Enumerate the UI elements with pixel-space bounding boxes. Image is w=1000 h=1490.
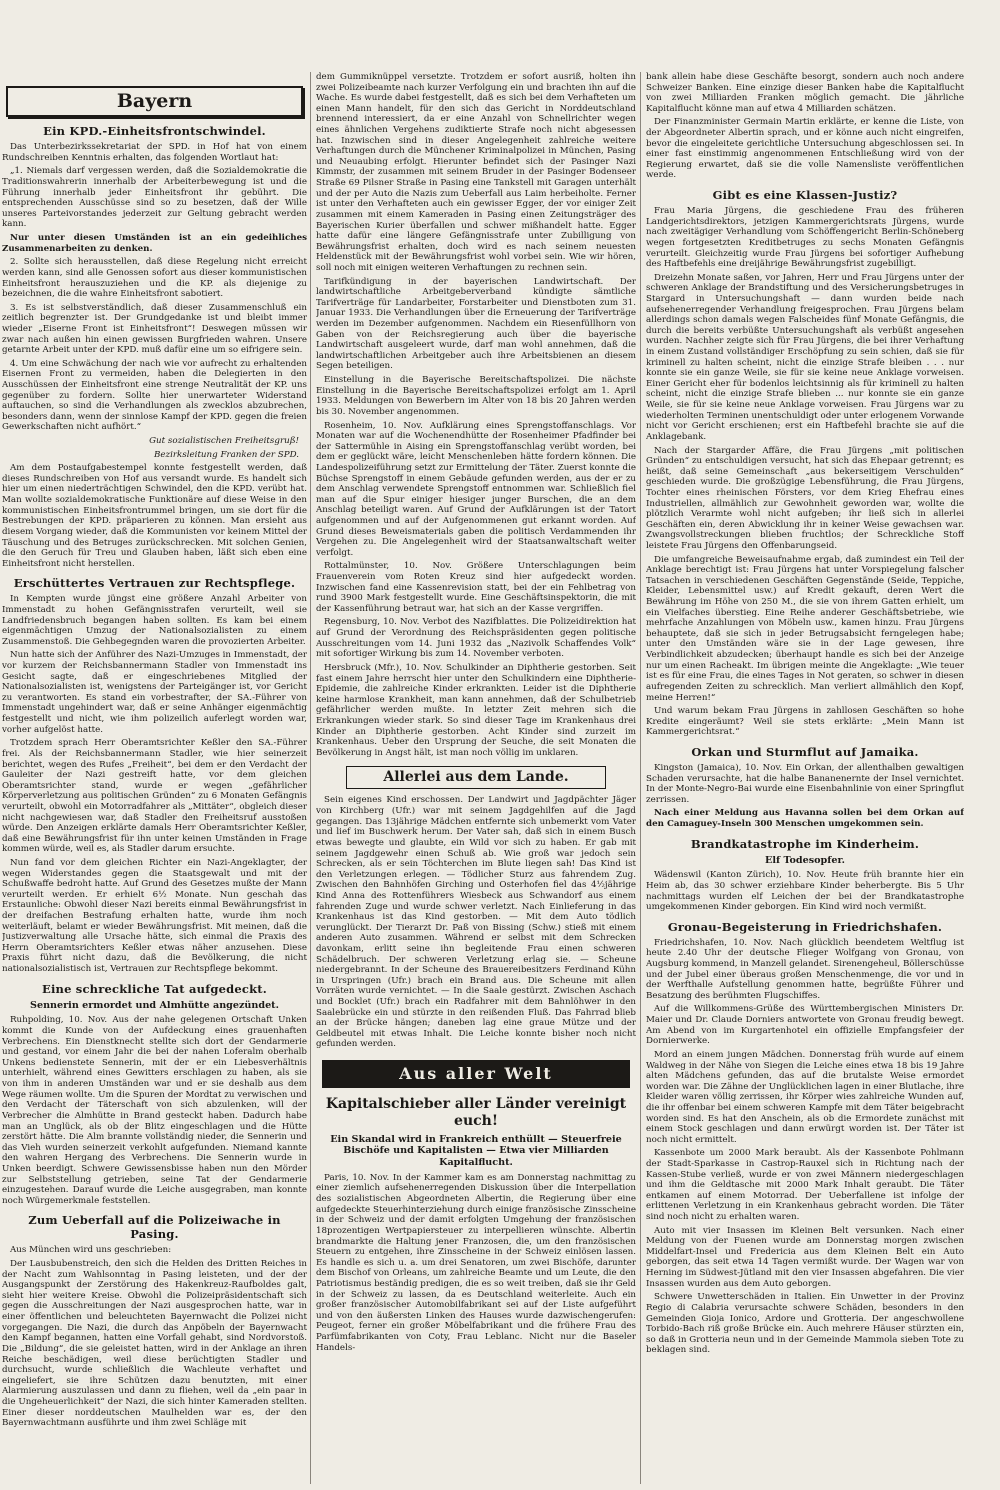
- column-1: [2, 72, 307, 1484]
- tat-p1: Ruhpolding, 10. Nov. Aus der nahe gelegenen Ortschaft Unken kommt die Kunde von der Aufdeckung eines grauenhaften Verbrechens. Ein Dienstknecht stellte sich dort der Gendarmerie und gestand, vor einem Jahr die bei der nahen Loferalm oberhalb Unkens bedienstete Sennerin, mit der er ein Liebesverhältnis unterhielt, während eines Gewitters erschlagen zu haben, als sie von ihm in anderen Umständen war und er sie deshalb aus dem Wege räumen wollte. Um die Spuren der Mordtat zu verwischen und den Verdacht der Täterschaft von sich abzulenken, will der Verbrecher die Almhütte in Brand gesteckt haben. Dadurch habe man an Unglück, als ob der Blitz eingeschlagen und die Hütte zerstört hätte. Die Alm brannte vollständig nieder, die Sennerin und das Vieh wurden seinerzeit verkohlt aufgefunden. Niemand kannte den wahren Hergang des Verbrechens. Die Sennerin wurde in Unken beerdigt. Schwere Gewissensbisse haben nun den Mörder zur Selbststellung getrieben, seine Tat der Gendarmerie einzugestehen. Darauf wurde die Leiche ausgegraben, man konnte noch Würgemerkmale feststellen.: [2, 1015, 307, 1206]
- recht-p2: Nun hatte sich der Anführer des Nazi-Umzuges in Immenstadt, der vor kurzem der Reichsbannermann Stadler von Immenstadt ins Gesicht sagte, daß er eingeschriebenes Mitglied der Nationalsozialisten ist, wenigstens der Parteigänger ist, vor Gericht zu verantworten. Es stand ein vorbestrafter, der SA.-Führer von Immenstadt ungehindert war, daß er seine Anhänger eigenmächtig festgestellt und nicht, wie ihm polizeilich auferlegt worden war, vorher aufgelöst hatte.: [2, 650, 307, 735]
- auto-item: Auto mit vier Insassen im Kleinen Belt versunken. Nach einer Meldung von der Fuenen wurde am Donnerstag morgen zwischen Middelfart-Insel und Fredericia aus dem Kleinen Belt ein Auto geborgen, das seit etwa 14 Tagen vermißt wurde. Der Wagen war von Herning im Südwest-Jütland mit den vier Insassen abgefahren. Die vier Insassen wurden aus dem Auto geborgen.: [646, 1225, 964, 1289]
- pasing-p2: Der Lausbubenstreich, den sich die Helden des Dritten Reiches in der Nacht zum Wahlsonntag in Pasing leisteten, und der der Ausgangspunkt der Zerstörung des Hakenkreuz-Raufboldes galt, sieht hier weitere Kreise. Obwohl die Polizeipräsidentschaft sich gegen die Ausschreitungen der Nazi ausgesprochen hatte, war in einer öffentlichen und beleuchteten Bayernwacht die Polizei nicht vorgegangen. Die Nazi, die durch das Anpöbeln der Bayernwacht den Kampf begannen, hatten eine Vorfall gehabt, sind Nordvorstoß. Die „Bildung“, die sie geleistet hatten, wird in der Anklage an ihren Reiche beschädigen, weil diese berüchtigten Stadler und durchsucht, wurde schließlich die Wachleute verhaftet und eingeliefert, sie ihre Schützen dazu benutzten, mit einer Alarmierung auszulassen und dann zu fliehen, weil da „ein paar in die Ungeheuerlichkeit“ der Nazi, die sich hinter Kameraden stellten. Einer dieser norddeutschen Maulhelden war es, der den Bayernwachtmann ausführte und ihm zwei Schläge mit: [2, 1259, 307, 1429]
- section-title-allerlei: Allerlei aus dem Lande.: [346, 766, 606, 789]
- pasing-p1: Aus München wird uns geschrieben:: [10, 1245, 172, 1256]
- column-3: [646, 72, 964, 1484]
- column-rule-2: [640, 72, 641, 1484]
- kassen-item: Kassenbote um 2000 Mark beraubt. Als der Kassenbote Pohlmann der Stadt-Sparkasse in Castrop-Rauxel sich in Richtung nach der Kassen-Stube verließ, wurde er von zwei Männern niedergeschlagen und ihm die Geldtasche mit 2000 Mark Inhalt geraubt. Die Täter entkamen auf einem Motorrad. Der Ueberfallene ist infolge der erlittenen Verletzung in ein Krankenhaus gebracht worden. Die Täter sind noch nicht zu erhalten waren.: [646, 1148, 964, 1223]
- section-title-bayern: Bayern: [6, 86, 303, 117]
- pasing-continued: dem Gummiknüppel versetzte. Trotzdem er sofort ausriß, holten ihn zwei Polizeibeamte nach kurzer Verfolgung ein und brachten ihn auf die Wache. Es wurde dabei festgestellt, daß es sich bei dem Verhafteten um einen Mann handelt, für den sich das Gericht in Norddeutschland brennend interessiert, da er eine Anzahl von Schnellrichter wegen eines ähnlichen Vergehens zudiktierte Strafe noch nicht abgesessen hat. Inzwischen sind in dieser Angelegenheit zahlreiche weitere Verhaftungen durch die Münchener Kriminalpolizei in München, Pasing und Neuaubing erfolgt. Hierunter befindet sich der Pasinger Nazi Kimmstr, der zusammen mit seinem Bruder in der Pasinger Bodenseer Straße 69 Pilsner Straße in Pasing eine Tankstell mit Garagen unterhält und der per Auto die Nazis zum Ueberfall aus Laim herbeiholte. Ferner ist unter den Verhafteten auch ein gewisser Egger, der vor einiger Zeit zusammen mit einem Kameraden in Pasing einen Zeitungsträger des Bayerischen Kurier überfallen und schwer mißhandelt hatte. Egger hatte dafür eine längere Gefängnisstrafe unter Zubilligung von Bewährungsfrist erhalten, doch wird es nach seinem neuesten Heldenstück mit der Bewährungsfrist wohl vorbei sein. Wie wir hören, soll noch mit einigen weiteren Verhaftungen zu rechnen sein.: [316, 72, 636, 273]
- recht-p3: Trotzdem sprach Herr Oberamtsrichter Keßler den SA.-Führer frei. Als der Reichsbannermann Stadler, wie hier seinerzeit berichtet, wegen des Rufes „Freiheit“, bei dem er den Verdacht der Gauleiter der Nazi gestreift hatte, vor dem gleichen Oberamtsrichter stand, wurde er wegen „gefährlicher Körperverletzung aus politischen Gründen“ zu 6 Monaten Gefängnis verurteilt, obwohl ein Motorradfahrer als „Mittäter“, obgleich dieser nicht nachgewiesen war, daß Stadler den Freiheitsruf ausstoßen würde. Den Anzeigen erklärte damals Herr Oberamtsrichter Keßler, daß eine Bewährungsfrist für ihn unter keinen Umständen in Frage kommen würde, weil es, als Stadler darum ersuchte.: [2, 738, 307, 855]
- brand-text: Wädenswil (Kanton Zürich), 10. Nov. Heute früh brannte hier ein Heim ab, das 30 schwer erziehbare Kinder beherbergte. Bis 5 Uhr nachmittags wurden elf Leichen der bei der Brandkatastrophe umgekommenen Kinder geborgen. Ein Kind wird noch vermißt.: [646, 870, 964, 913]
- allerlei-text: Sein eigenes Kind erschossen. Der Landwirt und Jagdpächter Jäger von Kirchberg (Ufr.) war mit seinem Jagdgehilfen auf die Jagd gegangen. Das 13jährige Mädchen entfernte sich unbemerkt vom Vater und lief im Buschwerk herum. Der Vater sah, daß sich in einem Busch etwas bewegte und glaubte, ein Wild vor sich zu haben. Er gab mit seinem Jagdgewehr einen Schuß ab. Wie groß war jedoch sein Schrecken, als er sein Töchterchen im Blute liegen sah! Das Kind ist den Verletzungen erlegen. — Tödlicher Sturz aus fahrendem Zug. Zwischen den Bahnhöfen Girching und Osterhofen fiel das 4½jährige Kind Anna des Rottenführers Wiesbeck aus Schwandorf aus einem fahrenden Zuge und wurde schwer verletzt. Nach Einlieferung in das Krankenhaus ist das Kind gestorben. — Mit dem Auto tödlich verunglückt. Der Tierarzt Dr. Paß von Bissing (Schw.) stieß mit einem anderen Auto zusammen. Während er selbst mit dem Schrecken davonkam, erlitt seine ihn begleitende Frau einen schweren Schädelbruch. Der schweren Verletzung erlag sie. — Scheune niedergebrannt. In der Scheune des Brauereibesitzers Ferdinand Kühn in Urspringen (Ufr.) brach ein Brand aus. Die Scheune mit allen Vorräten wurde vernichtet. — In die Saale gestürzt. Zwischen Aschach und Bocklet (Ufr.) brach ein Radfahrer mit dem Bahnlöhwer in den Saalebrücke ein und stürzte in den reißenden Fluß. Das Fahrrad blieb an der Brücke hängen; daneben lag eine graue Mütze und der Geldbeutel mit etwas Inhalt. Die Leiche konnte bisher noch nicht gefunden werden.: [316, 795, 636, 1050]
- rosenheim-item: Rosenheim, 10. Nov. Aufklärung eines Sprengstoffanschlags. Vor Monaten war auf die Wochenendhütte der Rosenheimer Pfadfinder bei der Sattermühle in Aising ein Sprengstoffanschlag verübt worden, bei dem er geglückt wäre, leicht Menschenleben hätte fordern können. Die Landespolizeiführung setzt zur Ermittelung der Täter. Zuerst konnte die Büchse Sprengstoff in einem Gebäude gefunden werden, aus der er zu dem Anschlag verwendete Sprengstoff entnommen war. Schließlich fiel man auf die Spur einiger hiesiger junger Burschen, die an dem Anschlag beteiligt waren. Auf Grund der Aufklärungen ist der Tatort aufgenommen und auf der Aufgenommenen gut erkannt worden. Auf Grund dieses Beweismaterials gaben die politisch Verdammenden ihr Vergehen zu. Die Angelegenheit wird der Staatsanwaltschaft weiter verfolgt.: [316, 420, 636, 558]
- paris-continued-1: bank allein habe diese Geschäfte besorgt, sondern auch noch andere Schweizer Banken. Eine einzige dieser Banken habe die Kapitalflucht von zwei Milliarden Franken möglich gemacht. Die jährliche Kapitalflucht könne man auf etwa 4 Milliarden schätzen.: [646, 72, 964, 114]
- kpd-p3: Nur unter diesen Umständen ist an ein gedeihliches Zusammenarbeiten zu denken.: [2, 233, 307, 254]
- unwetter-item: Schwere Unwetterschäden in Italien. Ein Unwetter in der Provinz Regio di Calabria verursachte schwere Schäden, besonders in den Gemeinden Gioja Ionico, Ardore und Grotteria. Der angeschwollene Torbido-Bach riß große Brücke ein. Auch mehrere Häuser stürzten ein, so daß in Grotteria neun und in der Gemeinde Mammola sieben Tote zu beklagen sind.: [646, 1292, 964, 1356]
- klassen-p5: Und warum bekam Frau Jürgens in zahllosen Geschäften so hohe Kredite eingeräumt? Weil sie stets erklärte: „Mein Mann ist Kammergerichtsrat.“: [646, 706, 964, 738]
- kpd-greeting: Gut sozialistischen Freiheitsgruß!: [149, 436, 299, 447]
- klassen-p2: Dreizehn Monate saßen, vor Jahren, Herr und Frau Jürgens unter der schweren Anklage der Brandstiftung und des Versicherungsbetruges in Stargard in Untersuchungshaft — dann wurden beide nach aufsehenerregender Verhandlung freigesprochen. Frau Jürgens belam allerdings schon damals wegen Falscheides fünf Monate Gefängnis, die durch die bereits verbüßte Untersuchungshaft als verbüßt angesehen wurden. Nachher zeigte sich für Frau Jürgens, die bei ihrer Verhaftung in einem Zustand vollständiger Erschöpfung zu sein schien, daß sie für kriminell zu halten scheint, nicht die einzige Strafe bleiben . . . nur konnte sie ein ganze Weile, sie für sie keine neue Anklage vorweisen. Einer Gericht eher für bodenlos leichtsinnig als für kriminell zu halten scheint, nicht die einzige Strafe blieben ... nur konnte sie ein ganze Weile, sie für sie keine neue Anklage vorweisen. Frau Jürgens war zu wiederholten Terminen unentschuldigt oder unter erlogenem Vorwande nicht vor Gericht erschienen; erst ein Haftbefehl brachte sie auf die Anklagebank.: [646, 272, 964, 442]
- column-rule-1: [310, 72, 311, 1484]
- headline-tat: Eine schreckliche Tat aufgedeckt.: [41, 981, 267, 996]
- kpd-p2: „1. Niemals darf vergessen werden, daß die Sozialdemokratie die Traditionswahrerin innerhalb der Arbeiterbewegung ist und die Führung innerhalb jeder Einheitsfront ihr gebührt. Die entsprechenden Ausschüsse sind so zu besetzen, daß der Wille unseres Parteivorstandes jederzeit zur Geltung gebracht werden kann.: [2, 166, 307, 230]
- recht-p1: In Kempten wurde jüngst eine größere Anzahl Arbeiter von Immenstadt zu hohen Gefängnisstrafen verurteilt, weil sie Landfriedensbruch begangen haben sollten. Es kam bei einem eigenmächtigen Umzug der Nationalsozialisten zu einem Zusammenstoß. Die Gehbegegnden waren die provozierten Arbeiter.: [2, 594, 307, 647]
- polizei-item: Einstellung in die Bayerische Bereitschaftspolizei. Die nächste Einstellung in die Bayerische Bereitschaftspolizei erfolgt am 1. April 1933. Meldungen von Bewerbern im Alter von 18 bis 20 Jahren werden bis 30. November angenommen.: [316, 375, 636, 417]
- column-2: [316, 72, 636, 1484]
- klassen-p1: Frau Maria Jürgens, die geschiedene Frau des früheren Landgerichtsdirektors, jetzigen Kammergerichtsrats Jürgens, wurde nach zweitägiger Verhandlung vom Schöffengericht Berlin-Schöneberg wegen fortgesetzten Kreditbetruges zu sechs Monaten Gefängnis verurteilt. Gleichzeitig wurde Frau Jürgens bei sofortiger Aufhebung des Haftbefehls eine dreijährige Bewährungsfrist zugebilligt.: [646, 206, 964, 270]
- paris-text: Paris, 10. Nov. In der Kammer kam es am Donnerstag nachmittag zu einer ziemlich aufsehenerregenden Diskussion über die Interpellation des sozialistischen Abgeordneten Albertin, die Regierung über eine aufgedeckte Steuerhinterziehung durch einige französische Zinsscheine in der Schweiz und der damit erfolgten Umgehung der französischen 18prozentigen Wertpapiersteuer zu interpellieren wünschte. Albertin brandmarkte die Haltung jener Franzosen, die, um den französischen Steuern zu entgehen, ihre Zinsscheine in der Schweiz einlösen lassen. Es handle es sich u. a. um drei Senatoren, um zwei Bischöfe, darunter dem Bischof von Orleans, um zahlreiche Beamte und um Leute, die den Patriotismus beständig predigen, die es so weit treiben, daß sie ihr Geld in der Schweiz zu lassen, da es Deutschland weiterleite. Auch ein großer französischer Automobilfabrikant sei auf der Liste aufgeführt und von den äußersten Linken des Hauses wurde dazwischengerufen: Peugeot, ferner ein großer Möbelfabrikant und die frühere Frau des Parfümfabrikanten von Coty, Frau Leblanc. Nicht nur die Baseler Handels-: [316, 1172, 636, 1353]
- headline-rechtspflege: Erschüttertes Vertrauen zur Rechtspflege.: [13, 576, 296, 591]
- kpd-p5: 3. Es ist selbstverständlich, daß dieser Zusammenschluß ein zeitlich begrenzter ist. Der Grundgedanke ist und bleibt immer wieder „Eiserne Front ist Einheitsfront“! Deswegen müssen wir zwar nach außen hin einen gewissen Burgfrieden wahren. Unsere getarnte Arbeit unter der KPD. muß dafür eine um so eifrigere sein.: [2, 302, 307, 356]
- klassen-p4: Die umfangreiche Beweisaufnahme ergab, daß zumindest ein Teil der Anklage berechtigt ist: Frau Jürgens hat unter Vorspiegelung falscher Tatsachen in verschiedenen Geschäften Gegenstände (Seide, Teppiche, Kleider, Lebensmittel usw.) auf Kredit gekauft, deren Wert die Bewährung im Höhe von 250 M., die sie von ihrem Gatten erhielt, um ein Vielfaches überstieg. Eine Reihe anderer Geschäftsbetriebe, wie mehrfache Anzahlungen von Möbeln usw., kamen hinzu. Frau Jürgens behauptete, daß sie sich in jeder Betrugsabsicht ferngelegen habe; unter den Umständen wäre sie in der Lage gewesen, ihre Verbindlichkeit abzudecken; überhaupt handle es sich bei der Anzeige nur um einen Racheakt. Im übrigen meinte die Angeklagte: „Wie teuer ist es für eine Frau, die eines Tages in Not geraten, so schwer in diesen aufregenden Zeiten zu schrecklich. Man verliert allmählich den Kopf, meine Herren!“: [646, 554, 964, 703]
- kpd-p7: Am dem Postaufgabestempel konnte festgestellt werden, daß dieses Rundschreiben von Hof aus versandt wurde. Es handelt sich hier um einen niederträchtigen Schwindel, den die KPD. verübt hat. Man wollte sozialdemokratische Funktionäre auf diese Weise in den kommunistischen Einheitsfrontrummel bringen, um sie dort für die Bestrebungen der KPD. präparieren zu können. Man ersieht aus diesem Vorgang wieder, daß die Kommunisten vor keinem Mittel der Täuschung und des Betruges zurückschrecken. Mit solchen Genien, die den Geruch für Treu und Glauben haben, läßt sich eben eine Einheitsfront nicht herstellen.: [2, 463, 307, 569]
- hersbruck-item: Hersbruck (Mfr.), 10. Nov. Schulkinder an Diphtherie gestorben. Seit fast einem Jahre herrscht hier unter den Schulkindern eine Diphtherie-Epidemie, die zahlreiche Kinder erkrankten. Leider ist die Diphtherie keine harmlose Krankheit, man kann annehmen, daß der Schulbetrieb gefährlicher werden mußte. In letzter Zeit mehren sich die Erkrankungen wieder stark. So sind dieser Tage im Krankenhaus drei Kinder an Diphtherie gestorben. Acht Kinder sind zurzeit im Krankenhaus. Ueber den Ursprung der Seuche, die seit Monaten die Bevölkerung in Angst hält, ist man noch völlig im unklaren.: [316, 662, 636, 758]
- gronau-text-2: Auf die Willkommens-Grüße des Württembergischen Ministers Dr. Maier und Dr. Claude Dorniers antwortete von Gronau freudig bewegt. Am Abend von im Kurgartenhotel ein offizielle Empfangsfeier der Dornierwerke.: [646, 1004, 964, 1047]
- recht-p4: Nun fand vor dem gleichen Richter ein Nazi-Angeklagter, der wegen Widerstandes gegen die Staatsgewalt und mit der Schußwaffe bedroht hatte. Auf Grund des Gesetzes mußte der Mann verurteilt werden. Er erhielt 6½ Monate. Nun geschah das Erstaunliche: Obwohl dieser Nazi bereits einmal Bewährungsfrist in der dreifachen Bestrafung erhalten hatte, wurde ihm noch weiterläuft, belamt er wieder Bewährungsfrist. Mit meinen, daß die Justizverwaltung alle Ursache hätte, sich einmal die Praxis des Herrn Oberamtsrichters Keßler etwas näher anzusehen. Diese Praxis führt nicht dazu, daß die Bevölkerung, die nicht nationalsozialistisch ist, Vertrauen zur Rechtspflege bekommt.: [2, 857, 307, 975]
- headline-orkan: Orkan und Sturmflut auf Jamaika.: [691, 744, 919, 759]
- rottal-item: Rottalmünster, 10. Nov. Größere Unterschlagungen beim Frauenverein vom Roten Kreuz sind hier aufgedeckt worden. Inzwischen fand eine Kassenrevision statt, bei der ein Fehlbetrag von rund 3900 Mark festgestellt wurde. Eine Geschäftsinspektorin, die mit der Kassenführung betraut war, hat sich an der Kasse vergriffen.: [316, 561, 636, 614]
- klassen-p3: Nach der Stargarder Affäre, die Frau Jürgens „mit politischen Gründen“ zu entschuldigen versucht, hat sich das Ehepaar getrennt; es heißt, daß seine Gemeinschaft „aus bekerseitigem Verschulden“ geschieden wurde. Die großzügige Lebensführung, die Frau Jürgens, Tochter eines rheinischen Försters, vor dem Krieg Ehefrau eines Industriellen, allmählich zur Gewohnheit geworden war, wollte die plötzlich Verarmte wohl nicht aufgeben; ihr ließ sich in allerlei Geschäften ein, deren Abwicklung ihr in keiner Weise gewachsen war. Zwangsvollstreckungen blieben fruchtlos; der Schreckliche Stoff leistete Frau Jürgens den Offenbarungseid.: [646, 445, 964, 551]
- headline-gronau: Gronau-Begeisterung in Friedrichshafen.: [667, 919, 943, 934]
- headline-klassen-justiz: Gibt es eine Klassen-Justiz?: [712, 188, 898, 203]
- paris-continued-2: Der Finanzminister Germain Martin erklärte, er kenne die Liste, von der Abgeordneter Albertin sprach, und er könne auch nicht eingreifen, bevor die eingeleitete gerichtliche Untersuchung abgeschlossen sei. In einer fast einstimmig angenommenen Entschließung wird von der Regierung erwartet, daß sie die volle Namensliste veröffentlichen werde.: [646, 117, 964, 181]
- subhead-sennerin: Sennerin ermordet und Almhütte angezündet.: [30, 999, 279, 1011]
- kpd-signature: Bezirksleitung Franken der SPD.: [153, 449, 299, 460]
- kpd-p1: Das Unterbezirkssekretariat der SPD. in Hof hat von einem Rundschreiben Kenntnis erhalten, das folgenden Wortlaut hat:: [2, 142, 307, 163]
- headline-pasing: Zum Ueberfall auf die Polizeiwache in Pasing.: [28, 1213, 281, 1242]
- subhead-skandal: Ein Skandal wird in Frankreich enthüllt — Steuerfreie Bischöfe und Kapitalisten — Etwa vier Milliarden Kapitalflucht.: [330, 1133, 622, 1169]
- tarif-item: Tarifkündigung in der bayerischen Landwirtschaft. Der landwirtschaftliche Arbeitgeberverband kündigte sämtliche Tarifverträge für Landarbeiter, Forstarbeiter und Dienstboten zum 31. Januar 1933. Die Verhandlungen über die Erneuerung der Tarifverträge werden im Dezember aufgenommen. Nachdem ein Riesenfüllhorn von Gaben von der Reichsregierung auch über die bayerische Landwirtschaft ausgeleert wurde, darf man wohl annehmen, daß die landwirtschaftlichen Arbeitgeber auch ihre Arbeitsbienen an diesem Segen beteiligen.: [316, 276, 636, 372]
- section-banner-aus-aller-welt: Aus aller Welt: [322, 1060, 630, 1088]
- mord-item: Mord an einem jungen Mädchen. Donnerstag früh wurde auf einem Waldweg in der Nähe von Siegen die Leiche eines etwa 18 bis 19 Jahre alten Mädchens gefunden, das auf die brutalste Weise ermordet worden war. Die Zähne der Unglücklichen lagen in einer Blutlache, ihre Kleider waren völlig zerrissen, ihr Körper wies zahlreiche Wunden auf, die ihr offenbar bei einem schweren Kampfe mit dem Täter beigebracht worden sind. Es hat den Anschein, als ob die Ermordete zunächst mit einem Stock geschlagen und dann erwürgt worden ist. Der Täter ist noch nicht ermittelt.: [646, 1049, 964, 1145]
- headline-kapitalschieber: Kapitalschieber aller Länder vereinigt euch!: [325, 1095, 627, 1129]
- gronau-text: Friedrichshafen, 10. Nov. Nach glücklich beendetem Weltflug ist heute 2.40 Uhr der deutsche Flieger Wolfgang von Gronau, von Augsburg kommend, in Manzell gelandet. Sirenengeheul, Böllerschüsse und der Jubel einer überaus großen Menschenmenge, die vor und in der Werfthalle Aufstellung genommen hatte, begrüßte Führer und Besatzung des berühmten Flugschiffes.: [646, 937, 964, 1001]
- headline-kpd: Ein KPD.-Einheitsfrontschwindel.: [43, 124, 266, 139]
- headline-brand: Brandkatastrophe im Kinderheim.: [690, 836, 920, 851]
- orkan-text-2: Nach einer Meldung aus Havanna sollen bei dem Orkan auf den Camaguey-Inseln 300 Menschen umgekommen sein.: [646, 808, 964, 830]
- kpd-p4: 2. Sollte sich herausstellen, daß diese Regelung nicht erreicht werden kann, sind alle Genossen sofort aus dieser kommunistischen Einheitsfront herauszuziehen und die KP. als diejenige zu bezeichnen, die die wahre Einheitsfront sabotiert.: [2, 257, 307, 300]
- orkan-text: Kingston (Jamaica), 10. Nov. Ein Orkan, der allenthalben gewaltigen Schaden verursachte, hat die halbe Bananenernte der Insel vernichtet. In der Monte-Negro-Bai wurde eine Eisenbahnlinie von einer Springflut zerrissen.: [646, 762, 964, 805]
- kpd-p6: 4. Um eine Schwächung der nach wie vor aufrecht zu erhaltenden Eisernen Front zu vermeiden, haben die Delegierten in den Ausschüssen der Einheitsfront eine strenge Neutralität der KP. uns gegenüber zu fordern. Sollte hier unerwarteter Widerstand auftauchen, so sind die Verhandlungen als zwecklos abzubrechen, besonders dann, wenn der sinnlose Kampf der KPD. gegen die freien Gewerkschaften nicht aufhört.“: [2, 358, 307, 433]
- regensburg-item: Regensburg, 10. Nov. Verbot des Nazifblattes. Die Polizeidirektion hat auf Grund der Verordnung des Reichspräsidenten gegen politische Ausschreitungen vom 14. Juni 1932 das „Nazivolk Schaffendes Volk“ mit sofortiger Wirkung bis zum 14. November verboten.: [316, 617, 636, 660]
- subhead-todesopfer: Elf Todesopfer.: [765, 854, 845, 866]
